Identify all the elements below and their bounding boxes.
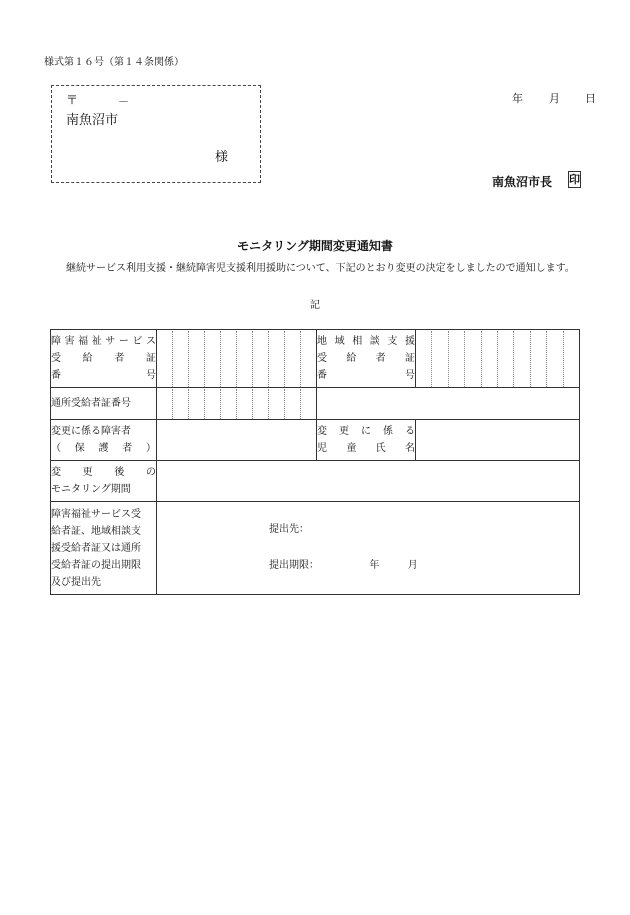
digit-box xyxy=(253,331,269,387)
label-line: モニタリング期間 xyxy=(51,484,131,495)
intro-text: 継続サービス利用支援・継続障害児支援利用援助について、下記のとおり変更の決定をしましたので通知します。 xyxy=(66,263,575,274)
digit-box xyxy=(173,331,189,387)
label-line: 番 号 xyxy=(51,370,156,381)
day-service-cert-number-field[interactable] xyxy=(157,388,317,420)
label-line: 障害福祉サービス受 xyxy=(51,508,141,520)
service-cert-label xyxy=(51,330,157,388)
label-line: 給者証、地域相談支 xyxy=(51,525,141,537)
day-service-cert-label: 通所受給者証番号 xyxy=(51,388,157,420)
label-line: 番 号 xyxy=(317,370,415,381)
digit-box xyxy=(285,389,301,419)
digit-box xyxy=(237,389,253,419)
digit-box xyxy=(253,389,269,419)
label-line: 児 童 氏 名 xyxy=(317,443,415,454)
digit-box xyxy=(173,389,189,419)
digit-box xyxy=(237,331,253,387)
digit-box xyxy=(432,331,448,387)
child-name-label xyxy=(317,420,416,461)
document-title: モニタリング期間変更通知書 xyxy=(237,239,393,253)
submission-label xyxy=(51,502,157,595)
label-line: （ 保 護 者 ） xyxy=(51,443,156,454)
new-monitoring-period-label xyxy=(51,461,157,502)
digit-box xyxy=(205,331,221,387)
label-line: 障 害 福 祉 サ ー ビ ス xyxy=(51,336,156,347)
notification-table xyxy=(50,329,580,595)
digit-boxes xyxy=(157,389,316,419)
digit-box xyxy=(301,389,316,419)
table-row xyxy=(51,330,580,388)
deadline-year: 年 xyxy=(369,560,380,571)
deadline-line xyxy=(157,557,579,575)
digit-box xyxy=(498,331,514,387)
ki-heading: 記 xyxy=(310,300,320,311)
seal-mark: 印 xyxy=(569,173,580,186)
label-line: 受 給 者 証 xyxy=(317,353,415,364)
digit-box xyxy=(301,331,316,387)
label-line: 変更に係る障害者 xyxy=(51,426,131,437)
table-row xyxy=(51,420,580,461)
table-row xyxy=(51,388,580,420)
digit-box xyxy=(564,331,579,387)
label-line: 受給者証の提出期限 xyxy=(51,559,141,571)
label-line: 変 更 後 の xyxy=(51,467,156,478)
digit-box xyxy=(416,331,432,387)
deadline-month: 月 xyxy=(407,560,418,571)
address-box xyxy=(51,85,261,183)
honorific: 様 xyxy=(215,150,229,165)
digit-boxes xyxy=(157,331,316,387)
digit-box xyxy=(465,331,481,387)
table-row xyxy=(51,502,580,595)
label-line: 変 更 に 係 る xyxy=(317,426,415,437)
disabled-person-field[interactable] xyxy=(157,420,317,461)
community-cert-number-field[interactable] xyxy=(416,330,580,388)
digit-box xyxy=(285,331,301,387)
label-line: 受 給 者 証 xyxy=(51,353,156,364)
postal-mark: 〒 xyxy=(66,93,79,107)
digit-box xyxy=(189,331,205,387)
date-day: 日 xyxy=(585,92,596,105)
digit-box xyxy=(514,331,530,387)
deadline-label: 提出期限： xyxy=(269,560,319,571)
submit-to-label: 提出先： xyxy=(269,524,309,535)
label-line: 及び提出先 xyxy=(51,576,101,588)
empty-cell xyxy=(317,388,580,420)
digit-box xyxy=(157,331,173,387)
digit-box xyxy=(269,331,285,387)
child-name-field[interactable] xyxy=(416,420,580,461)
digit-box xyxy=(221,331,237,387)
disabled-person-label xyxy=(51,420,157,461)
digit-box xyxy=(221,389,237,419)
postal-dash: － xyxy=(118,95,129,108)
submission-field[interactable] xyxy=(157,502,580,595)
digit-box xyxy=(205,389,221,419)
label-line: 援受給者証又は通所 xyxy=(51,542,141,554)
digit-box xyxy=(269,389,285,419)
table-row xyxy=(51,461,580,502)
label-line: 地 域 相 談 支 援 xyxy=(317,336,415,347)
date-year: 年 xyxy=(512,92,523,105)
digit-box xyxy=(482,331,498,387)
monitoring-period-field[interactable] xyxy=(157,461,580,502)
digit-box xyxy=(531,331,547,387)
form-number: 様式第１６号（第１４条関係） xyxy=(44,57,184,68)
recipient-city: 南魚沼市 xyxy=(66,113,119,128)
community-cert-label xyxy=(317,330,416,388)
submit-to-line xyxy=(157,521,579,539)
digit-boxes xyxy=(416,331,579,387)
service-cert-number-field[interactable] xyxy=(157,330,317,388)
digit-box xyxy=(547,331,563,387)
issuer-name: 南魚沼市長 xyxy=(492,175,553,189)
digit-box xyxy=(189,389,205,419)
digit-box xyxy=(157,389,173,419)
date-month: 月 xyxy=(549,92,560,105)
digit-box xyxy=(449,331,465,387)
